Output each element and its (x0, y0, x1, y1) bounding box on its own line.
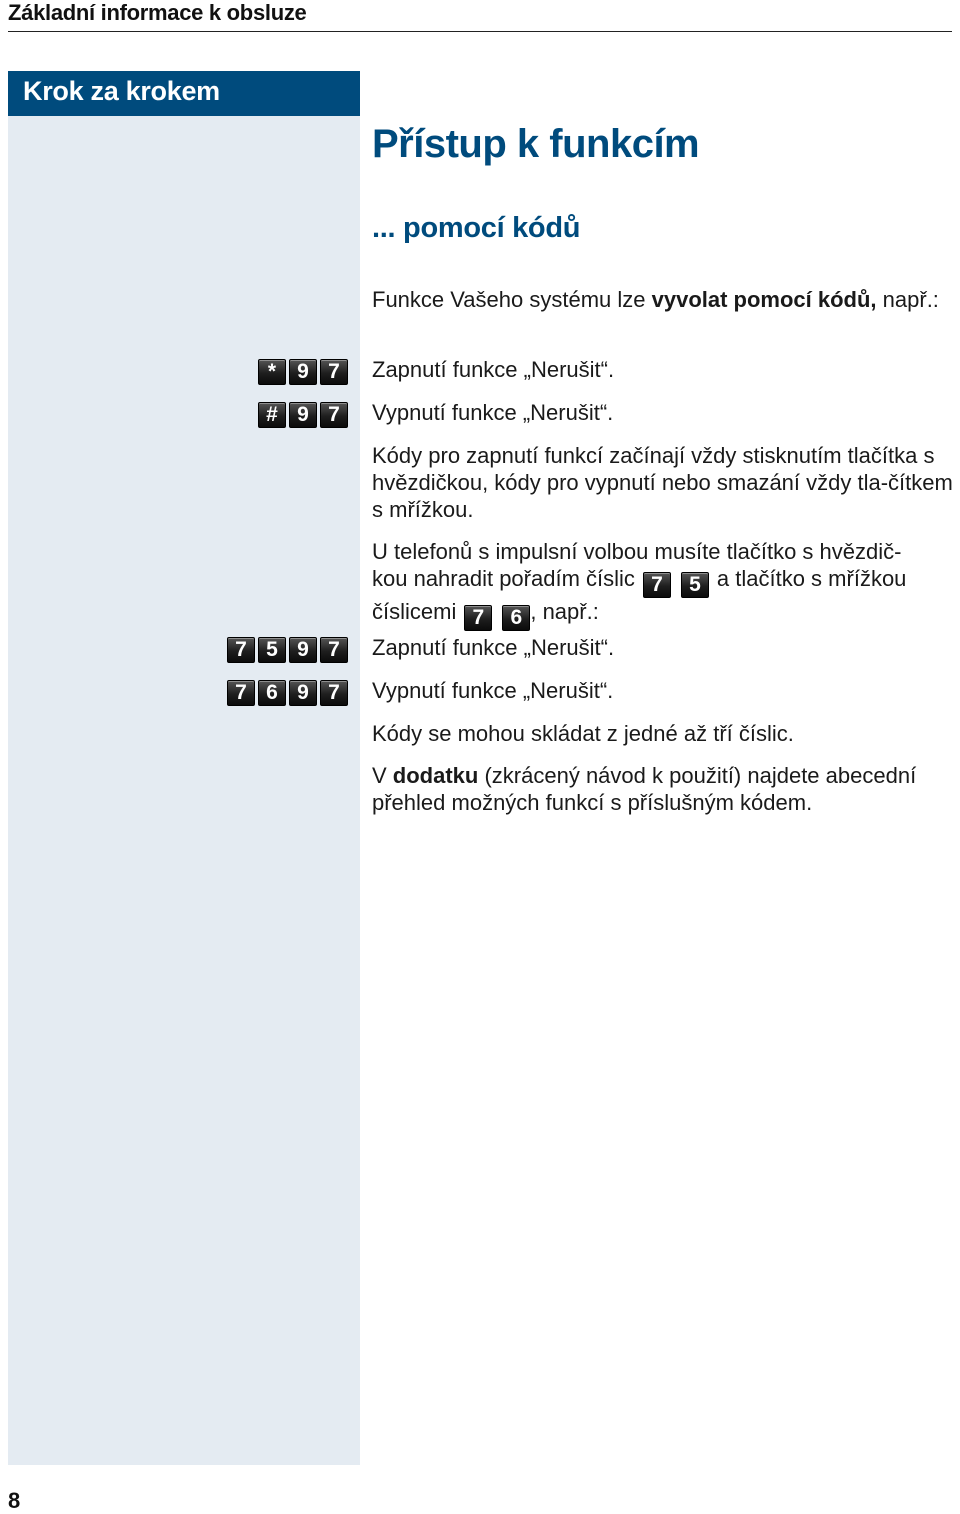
inline-digit-key-icon: 6 (502, 605, 530, 631)
digit-key-icon: 9 (289, 680, 317, 706)
inline-digit-key-icon: 7 (464, 605, 492, 631)
section-title: ... pomocí kódů (372, 212, 581, 244)
digit-key-icon: 7 (320, 402, 348, 428)
digit-key-icon: 9 (289, 359, 317, 385)
digit-key-icon: 5 (258, 637, 286, 663)
digit-key-icon: 7 (320, 637, 348, 663)
digit-key-icon: 9 (289, 637, 317, 663)
pulse-enable-dnd-text: Zapnutí funkce „Nerušit“. (372, 635, 615, 660)
digits-paragraph: Kódy se mohou skládat z jedné až tří číslic. (372, 721, 794, 746)
key-sequence-disable (258, 402, 348, 428)
digit-key-icon: 6 (258, 680, 286, 706)
inline-digit-key-icon: 7 (643, 572, 671, 598)
star-key-icon: * (258, 359, 286, 385)
pulse-line-2: kou nahradit pořadím číslic (372, 566, 635, 591)
intro-text-end: např.: (876, 287, 939, 312)
page-number: 8 (8, 1488, 21, 1513)
hash-key-icon: # (258, 402, 286, 428)
key-sequence-enable (258, 359, 348, 385)
disable-dnd-text: Vypnutí funkce „Nerušit“. (372, 400, 614, 425)
page-title: Přístup k funkcím (372, 122, 700, 166)
codes-paragraph: Kódy pro zapnutí funkcí začínají vždy stisknutím tlačítka s hvězdičkou, kódy pro vypnutí nebo smazání vždy tla-čítkem s mřížkou. (372, 443, 953, 522)
intro-paragraph (372, 286, 954, 313)
header-rule (8, 31, 952, 32)
appendix-bold: dodatku (392, 763, 479, 788)
digit-key-icon: 7 (320, 359, 348, 385)
appendix-paragraph (372, 762, 957, 816)
step-by-step-title: Krok za krokem (23, 76, 220, 106)
pulse-key-sequence-enable (227, 637, 348, 663)
inline-digit-key-icon: 5 (681, 572, 709, 598)
intro-bold: vyvolat pomocí kódů, (651, 287, 877, 312)
pulse-line-3-end: , např.: (530, 599, 599, 624)
pulse-dialing-paragraph (372, 538, 960, 631)
digit-key-icon: 7 (227, 637, 255, 663)
step-by-step-column (8, 71, 360, 1465)
appendix-text: V (372, 763, 393, 788)
intro-text: Funkce Vašeho systému lze (372, 287, 652, 312)
pulse-line-1: U telefonů s impulsní volbou musíte tlačítko s hvězdič- (372, 539, 902, 564)
digit-key-icon: 9 (289, 402, 317, 428)
pulse-line-3: číslicemi (372, 599, 457, 624)
pulse-disable-dnd-text: Vypnutí funkce „Nerušit“. (372, 678, 614, 703)
digit-key-icon: 7 (320, 680, 348, 706)
digit-key-icon: 7 (227, 680, 255, 706)
step-by-step-banner (8, 71, 360, 116)
appendix-text-end: (zkrácený návod k použití) najdete abecední přehled možných funkcí s příslušným kódem. (372, 763, 917, 815)
running-header: Základní informace k obsluze (8, 0, 307, 25)
pulse-line-2-end: a tlačítko s mřížkou (716, 566, 907, 591)
pulse-key-sequence-disable (227, 680, 348, 706)
enable-dnd-text: Zapnutí funkce „Nerušit“. (372, 357, 615, 382)
